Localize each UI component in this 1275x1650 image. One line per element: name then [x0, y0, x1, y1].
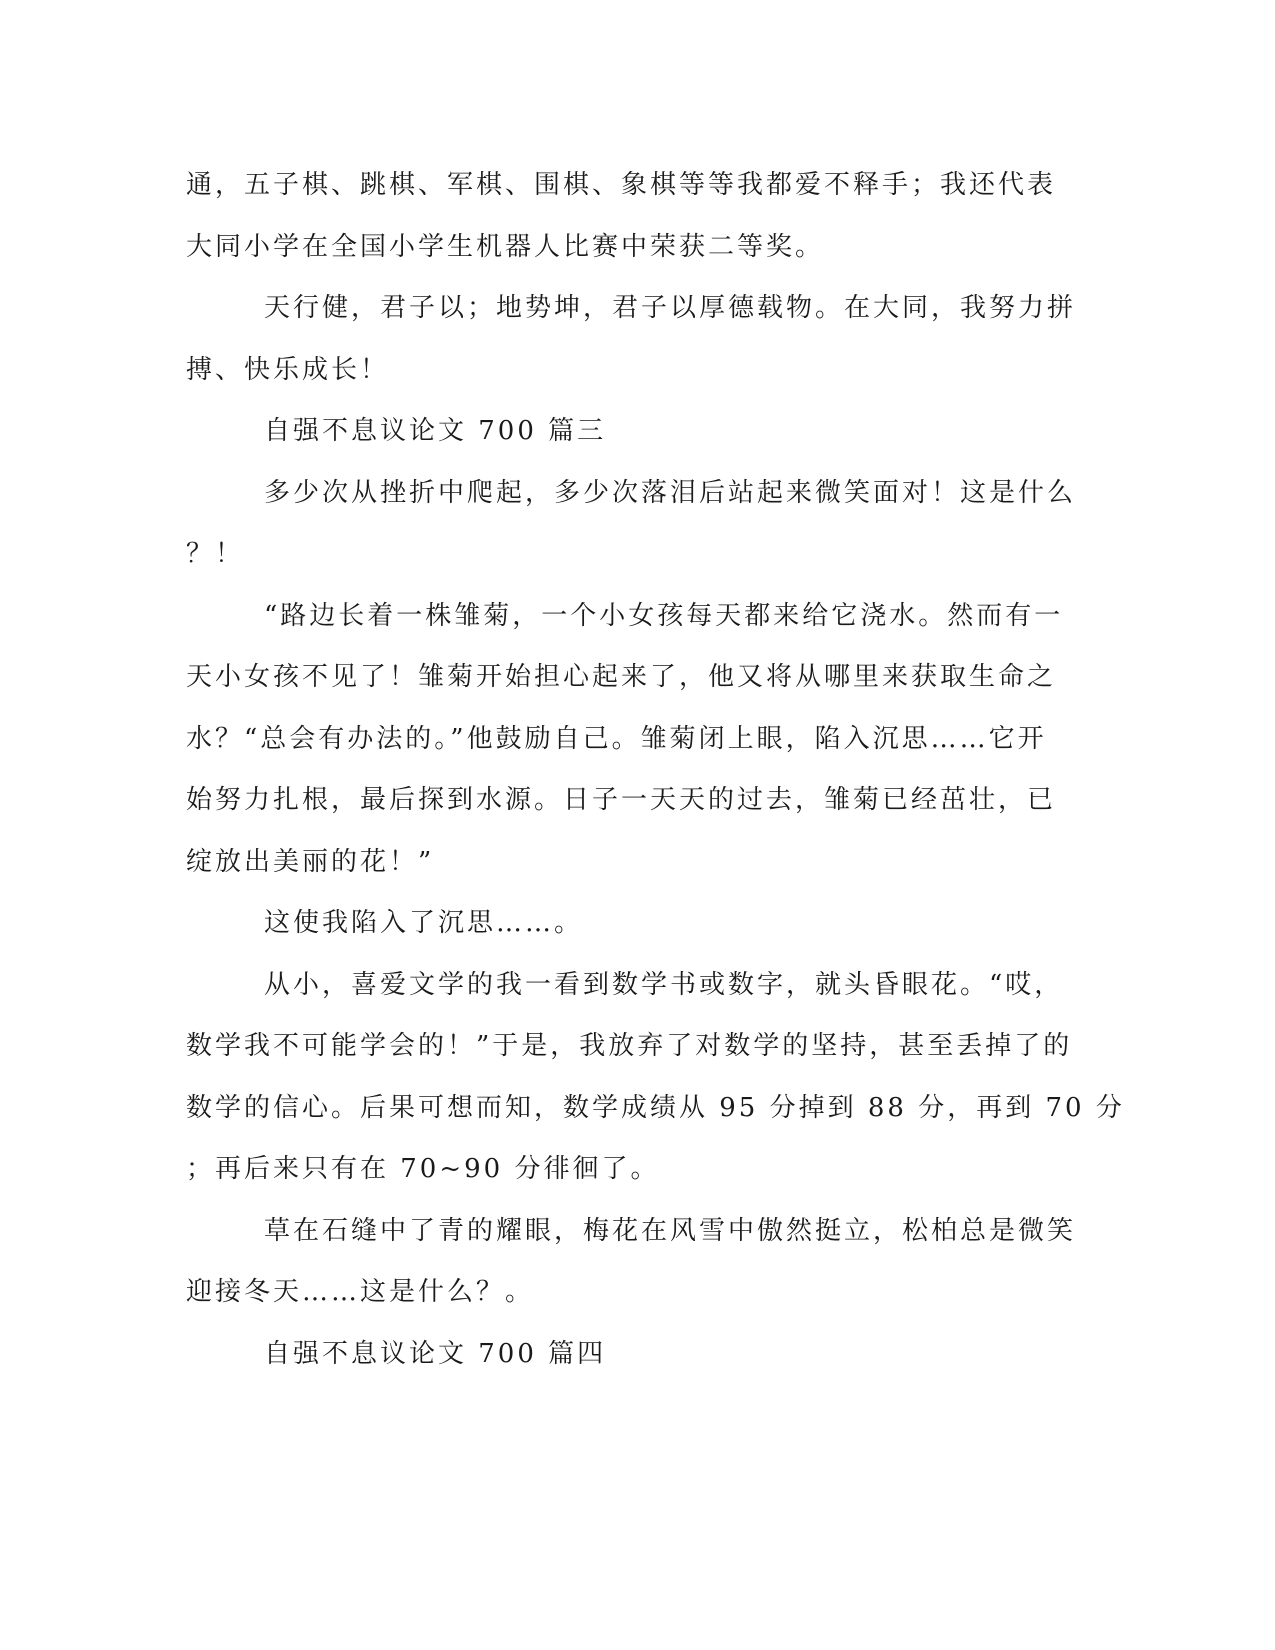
text-line: ；再后来只有在 70~90 分徘徊了。: [186, 1154, 660, 1184]
text-line: 多少次从挫折中爬起，多少次落泪后站起来微笑面对！这是什么: [264, 477, 1077, 508]
text-line: 数学的信心。后果可想而知，数学成绩从 95 分掉到 88 分，再到 70 分: [186, 1092, 1125, 1123]
text-line: 绽放出美丽的花！”: [186, 846, 435, 877]
text-line: 草在石缝中了青的耀眼，梅花在风雪中傲然挺立，松柏总是微笑: [264, 1215, 1077, 1246]
text-line: 数学我不可能学会的！”于是，我放弃了对数学的坚持，甚至丢掉了的: [186, 1031, 1073, 1061]
text-line: 通，五子棋、跳棋、军棋、围棋、象棋等等我都爱不释手；我还代表: [186, 170, 1057, 200]
text-line: “路边长着一株雏菊，一个小女孩每天都来给它浇水。然而有一: [264, 600, 1064, 631]
text-line: 大同小学在全国小学生机器人比赛中荣获二等奖。: [186, 231, 825, 262]
section-heading: 自强不息议论文 700 篇四: [264, 1338, 607, 1369]
text-line: 搏、快乐成长！: [186, 354, 390, 385]
text-line: 水？“总会有办法的。”他鼓励自己。雏菊闭上眼，陷入沉思……它开: [186, 723, 1047, 754]
section-heading: 自强不息议论文 700 篇三: [264, 416, 607, 446]
text-line: 天小女孩不见了！雏菊开始担心起来了，他又将从哪里来获取生命之: [186, 662, 1057, 692]
document-body: [186, 155, 1125, 1385]
text-line: 这使我陷入了沉思……。: [264, 908, 584, 938]
text-line: 迎接冬天……这是什么？。: [186, 1277, 535, 1307]
text-line: ？！: [186, 539, 245, 569]
text-line: 从小，喜爱文学的我一看到数学书或数字，就头昏眼花。“哎，: [264, 969, 1064, 1000]
text-line: 始努力扎根，最后探到水源。日子一天天的过去，雏菊已经茁壮，已: [186, 785, 1057, 815]
text-line: 天行健，君子以；地势坤，君子以厚德载物。在大同，我努力拼: [264, 293, 1077, 323]
